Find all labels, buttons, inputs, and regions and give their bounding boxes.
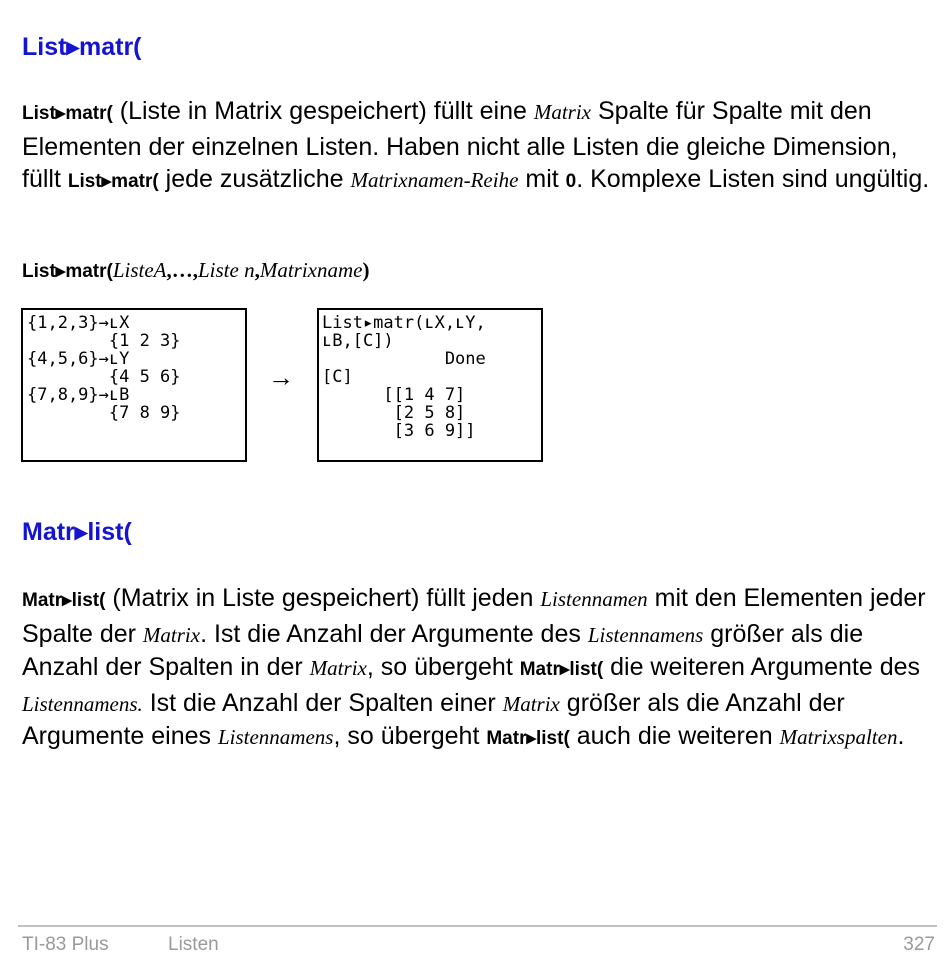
- screen-line: [C]: [322, 367, 353, 387]
- right-arrow-icon: →: [268, 362, 294, 392]
- screen-line: List▸matr(ʟX,ʟY,: [322, 313, 486, 333]
- variable-name: Matrixnamen-Reihe: [350, 168, 519, 192]
- screen-line: {1,2,3}→ʟX: [27, 313, 130, 333]
- calculator-screen-left: [21, 308, 247, 462]
- footer-chapter: Listen: [168, 934, 219, 955]
- screen-line: {7,8,9}→ʟB: [27, 385, 130, 405]
- command-name: Matr▸list(: [22, 590, 106, 611]
- screen-line: {4 5 6}: [27, 367, 181, 387]
- command-name: List▸matr(: [67, 171, 159, 192]
- list-matr-syntax: List▸matr(ListeA,…,Liste n,Matrixname): [22, 258, 370, 282]
- page-number: 327: [903, 934, 935, 955]
- screen-line: [2 5 8]: [322, 403, 466, 423]
- screen-line: ʟB,[C]): [322, 331, 394, 351]
- command-name: Matr▸list(: [519, 659, 604, 680]
- section-heading-matr-list: Matr▸list(: [22, 518, 132, 546]
- section-heading-list-matr: List▸matr(: [22, 33, 142, 61]
- screen-line: {7 8 9}: [27, 403, 181, 423]
- calculator-screen-right: [317, 308, 543, 462]
- screen-line: [[1 4 7]: [322, 385, 466, 405]
- screen-line: Done: [322, 349, 486, 369]
- variable-name: Matrix: [533, 100, 591, 124]
- matr-list-description: Matr▸list( (Matrix in Liste gespeichert) füllt jeden Listennamen mit den Elementen jeder Spalte der Matrix. Ist die Anzahl der Argumente des Listennamens größer als die Anzahl der Spalten in der Matrix, so übergeht Matr▸list( die weiteren Argumente des Listennamens. Ist die Anzahl der Spalten einer Matrix größer als die Anzahl der Argumente eines Listennamens, so übergeht Matr▸list( auch die weiteren Matrixspalten.: [22, 584, 926, 750]
- command-name: List▸matr(: [22, 103, 113, 124]
- list-matr-description: List▸matr( (Liste in Matrix gespeichert) füllt eine Matrix Spalte für Spalte mit den Elementen der einzelnen Listen. Haben nicht alle Listen die gleiche Dimension, füllt List▸matr( jede zusätzliche Matrixnamen-Reihe mit 0. Komplexe Listen sind ungültig.: [22, 97, 930, 193]
- footer-product: TI-83 Plus: [22, 934, 109, 955]
- screen-line: {4,5,6}→ʟY: [27, 349, 130, 369]
- command-name: Matr▸list(: [486, 728, 570, 749]
- screen-line: {1 2 3}: [27, 331, 181, 351]
- footer-divider: [18, 925, 937, 927]
- screen-line: [3 6 9]]: [322, 421, 476, 441]
